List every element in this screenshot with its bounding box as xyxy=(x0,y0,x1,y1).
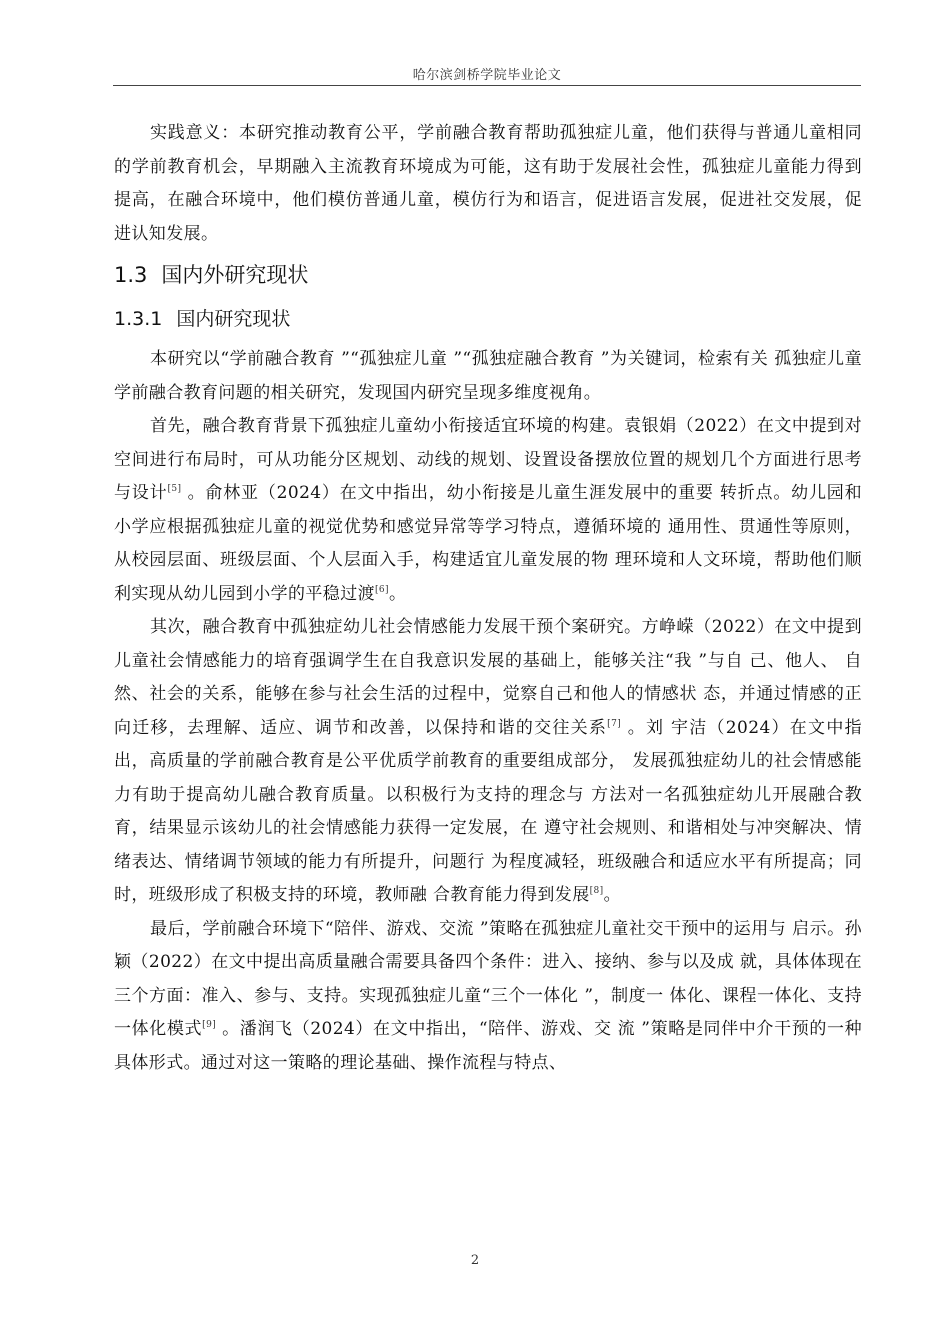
citation-9: [9] xyxy=(202,1020,217,1030)
paragraph-keywords: 本研究以“学前融合教育 ”“孤独症儿童 ”“孤独症融合教育 ”为关键词，检索有关 孤独症儿童学前融合教育问题的相关研究，发现国内研究呈现多维度视角。 xyxy=(114,349,862,403)
citation-7: [7] xyxy=(607,718,622,729)
citation-5: [5] xyxy=(167,484,182,494)
subsection-title: 国内研究现状 xyxy=(176,308,291,330)
paragraph-first-point xyxy=(114,410,862,611)
paragraph-third-point xyxy=(114,913,862,1081)
header-divider xyxy=(113,85,861,86)
page-body xyxy=(114,117,862,1080)
paragraph-text: 首先，融合教育背景下孤独症儿童幼小衔接适宜环境的构建。袁银娟（2022）在文中提到对空间进行布局时，可从功能分区规划、动线的规划、设置设备摆放位置的规划几个方面进行思考与设计 xyxy=(114,416,862,503)
citation-8: [8] xyxy=(589,886,604,896)
subsection-heading-1-3-1 xyxy=(114,301,862,337)
subsection-number: 1.3.1 xyxy=(114,308,163,330)
paragraph-second-point xyxy=(114,611,862,913)
paragraph-text: 。潘润飞（2024）在文中指出，“陪伴、游戏、交 流 ”策略是同伴中介干预的一种具体形式。通过对这一策略的理论基础、操作流程与特点、 xyxy=(114,1019,862,1073)
citation-6: [6] xyxy=(375,584,389,595)
running-header: 哈尔滨剑桥学院毕业论文 xyxy=(412,68,562,83)
page-number: 2 xyxy=(470,1253,480,1268)
paragraph-text: 。刘 宇洁（2024）在文中指出，高质量的学前融合教育是公平优质学前教育的重要组成部分， 发展孤独症幼儿的社会情感能力有助于提高幼儿融合教育质量。以积极行为支持的理念与 方法对一名孤独症幼儿开展融合教育，结果显示该幼儿的社会情感能力获得一定发展，在 遵守社会规则、和谐相处与冲突解决、情绪表达、情绪调节领域的能力有所提升，问题行 为程度减轻，班级融合和适应水平有所提高；同时，班级形成了积极支持的环境，教师融 合教育能力得到发展 xyxy=(114,717,862,905)
section-number: 1.3 xyxy=(114,263,148,287)
section-title: 国内外研究现状 xyxy=(161,263,309,287)
paragraph-text: 其次，融合教育中孤独症幼儿社会情感能力发展干预个案研究。方峥嵘（2022）在文中提到儿童社会情感能力的培育强调学生在自我意识发展的基础上，能够关注“我 ”与自 己、他人、 自然、社会的关系，能够在参与社会生活的过程中，觉察自己和他人的情感状 态，并通过情感的正向迁移，去理解、适应、调节和改善，以保持和谐的交往关系 xyxy=(114,617,862,738)
section-heading-1-3 xyxy=(114,257,862,293)
paragraph-text: 。 xyxy=(603,885,621,905)
paragraph-text: 。 xyxy=(388,583,407,604)
paragraph-practical-significance: 实践意义：本研究推动教育公平，学前融合教育帮助孤独症儿童，他们获得与普通儿童相同的学前教育机会，早期融入主流教育环境成为可能，这有助于发展社会性，孤独症儿童能力得到提高，在融合环境中，他们模仿普通儿童，模仿行为和语言，促进语言发展，促进社交发展，促进认知发展。 xyxy=(114,123,862,244)
paragraph-text: 。俞林亚（2024）在文中指出，幼小衔接是儿童生涯发展中的重要 转折点。幼儿园和小学应根据孤独症儿童的视觉优势和感觉异常等学习特点，遵循环境的 通用性、贯通性等原则，从校园层面、班级层面、个人层面入手，构建适宜儿童发展的物 理环境和人文环境，帮助他们顺利实现从幼儿园到小学的平稳过渡 xyxy=(114,483,862,604)
paragraph-text: 最后，学前融合环境下“陪伴、游戏、交流 ”策略在孤独症儿童社交干预中的运用与 启示。孙颖（2022）在文中提出高质量融合需要具备四个条件：进入、接纳、参与以及成 就，具体体现在三个方面：准入、参与、支持。实现孤独症儿童“三个一体化 ”，制度一 体化、课程一体化、支持一体化模式 xyxy=(114,918,862,1039)
